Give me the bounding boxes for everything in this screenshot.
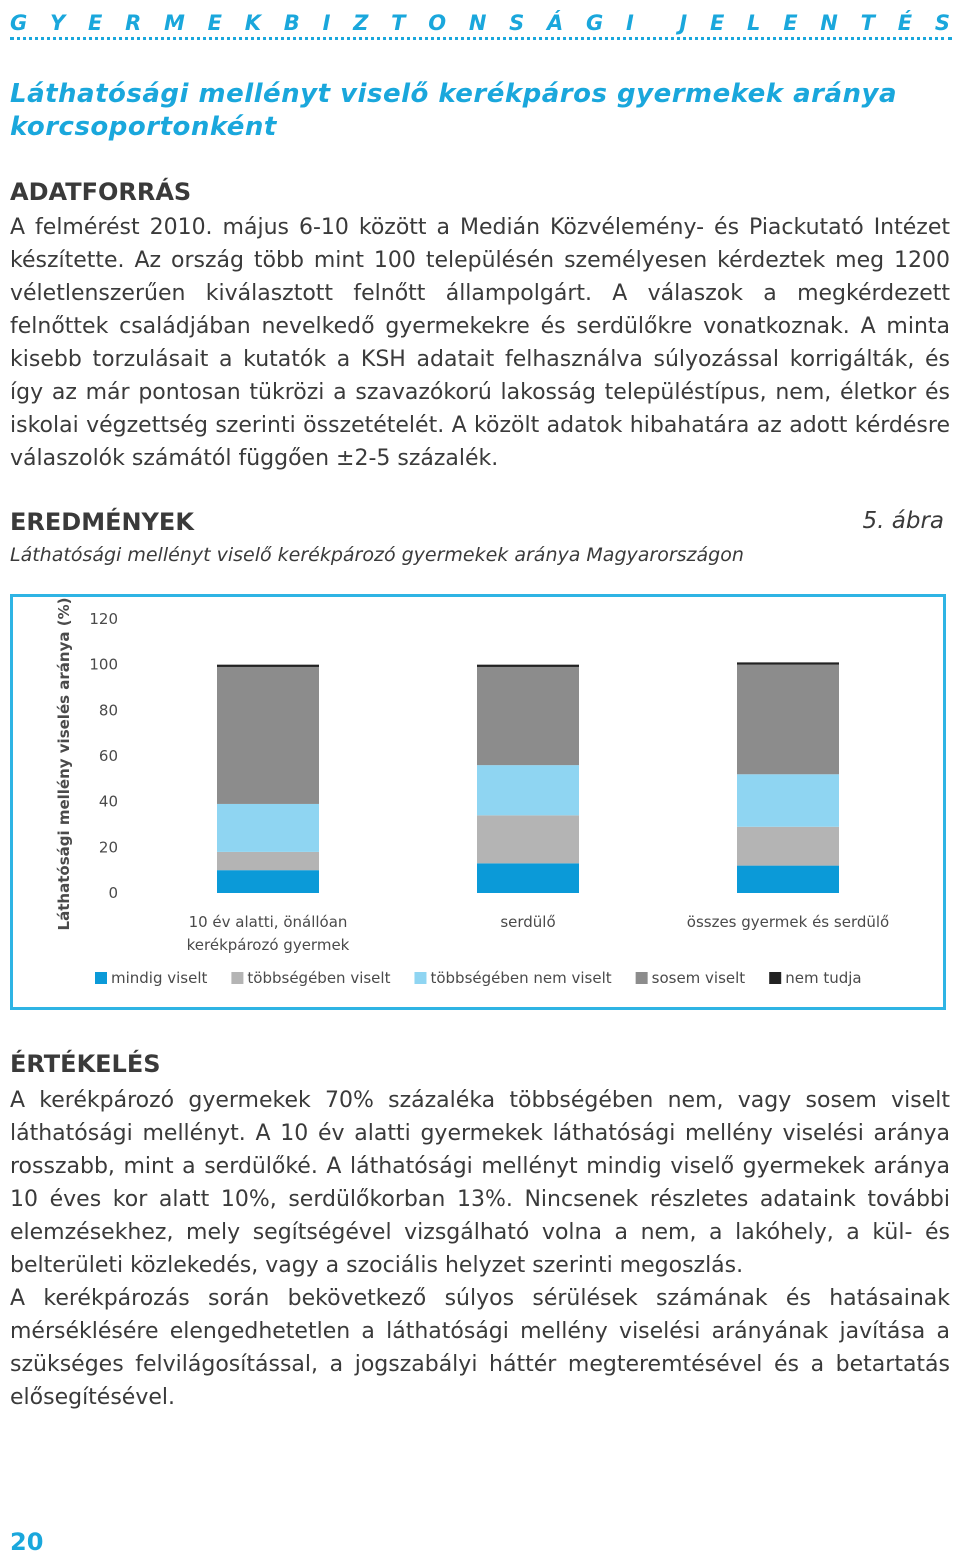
running-header-letter: M: [164, 11, 185, 35]
running-header-letter: T: [860, 11, 875, 35]
running-header-letter: R: [125, 11, 142, 35]
running-header-letter: E: [709, 11, 725, 35]
source-paragraph: A felmérést 2010. május 6-10 között a Medián Közvélemény- és Piackutató Intézet készítette. Az ország több mint 100 településén személyesen kérdeztek meg 1200 véletlenszerűen kiválasztott felnőtt állampolgárt. A válaszok a megkérdezett felnőttek családjában nevelkedő gyermekekre és serdülőkre vonatkoznak. A minta kisebb torzulásait a kutatók a KSH adatait felhasználva súlyozással korrigálták, és így az már pontosan tükrözi a szavazókorú lakosság településtípus, nem, életkor és iskolai végzettség szerinti összetételét. A közölt adatok hibahatára az adott kérdésre válaszolók számától függően ±2-5 százalék.: [10, 215, 950, 471]
running-header-letter: S: [509, 11, 525, 35]
running-header-letter: E: [87, 11, 103, 35]
running-header-letter: O: [428, 11, 447, 35]
evaluation-heading: ÉRTÉKELÉS: [10, 1050, 161, 1078]
x-category-label: összes gyermek és serdülő: [686, 913, 890, 931]
bar-segment-nem-tudja: [217, 665, 319, 667]
page-number: 20: [10, 1528, 44, 1556]
y-tick-label: 0: [108, 884, 118, 902]
running-header-letter: É: [897, 11, 913, 35]
x-category-label: 10 év alatti, önállóan: [188, 913, 348, 931]
figure-number: 5. ábra: [862, 508, 944, 534]
y-axis-label: Láthatósági mellény viselés aránya (%): [55, 597, 73, 931]
legend-swatch: [95, 972, 107, 984]
y-tick-label: 40: [98, 792, 118, 811]
bar-segment-többségében-nem-viselt: [217, 804, 319, 852]
legend-swatch: [414, 972, 426, 984]
running-header-letter: G: [586, 11, 604, 35]
running-header-letter: I: [322, 11, 331, 35]
bar-segment-mindig-viselt: [477, 863, 579, 893]
bar-segment-nem-tudja: [737, 662, 839, 664]
running-header-letter: T: [391, 11, 406, 35]
bar-segment-többségében-nem-viselt: [737, 774, 839, 827]
y-tick-label: 60: [98, 747, 118, 765]
running-header-letter: L: [747, 11, 761, 35]
running-header-letter: B: [283, 11, 300, 35]
legend-swatch: [231, 972, 243, 984]
x-category-label: kerékpározó gyermek: [186, 936, 350, 954]
results-heading: EREDMÉNYEK: [10, 508, 194, 536]
figure-caption: Láthatósági mellényt viselő kerékpározó gyermekek aránya Magyarországon: [10, 544, 744, 566]
running-header-letter: I: [626, 11, 634, 35]
legend-swatch: [769, 972, 781, 984]
running-header-letter: S: [934, 11, 950, 35]
running-header-letter: Z: [353, 11, 369, 35]
legend-swatch: [636, 972, 648, 984]
evaluation-paragraph-1: A kerékpározó gyermekek 70% százaléka többségében nem, vagy sosem viselt láthatósági mellényt. A 10 év alatti gyermekek láthatósági mellény viselési aránya rosszabb, mint a serdülőké. A láthatósági mellényt mindig viselő gyermekek aránya 10 éves kor alatt 10%, serdülőkorban 13%. Nincsenek részletes adataink további elemzésekhez, mely segítségével vizsgálható volna a nem, a lakóhely, a kül- és belterületi közlekedés, vagy a szociális helyzet szerinti megoszlás.: [10, 1088, 950, 1278]
running-header-letter: J: [679, 11, 688, 35]
bar-segment-sosem-viselt: [737, 665, 839, 775]
running-header-letter: N: [820, 11, 838, 35]
bar-segment-sosem-viselt: [217, 667, 319, 804]
legend-label: mindig viselt: [111, 969, 208, 987]
source-text: [10, 211, 950, 475]
evaluation-text: [10, 1084, 950, 1414]
running-header-letter: G: [10, 11, 28, 35]
bar-segment-sosem-viselt: [477, 667, 579, 765]
bar-segment-mindig-viselt: [737, 866, 839, 893]
y-tick-label: 100: [89, 655, 118, 674]
running-header-letter: E: [207, 11, 223, 35]
bar-segment-többségében-viselt: [477, 815, 579, 863]
legend-label: sosem viselt: [651, 969, 746, 987]
bar-segment-többségében-nem-viselt: [477, 765, 579, 815]
source-heading: ADATFORRÁS: [10, 178, 192, 206]
stacked-bar-chart: [13, 597, 943, 1007]
page-title: Láthatósági mellényt viselő kerékpáros gyermekek aránya korcsoportonként: [10, 79, 898, 142]
running-header-letter: Y: [50, 11, 66, 35]
y-tick-label: 120: [89, 610, 118, 628]
running-header-letter: E: [783, 11, 798, 35]
running-header-letter: Á: [547, 11, 564, 35]
bar-segment-többségében-viselt: [737, 827, 839, 866]
running-header-letter: N: [468, 11, 487, 35]
bar-segment-nem-tudja: [477, 665, 579, 667]
bar-segment-mindig-viselt: [217, 870, 319, 893]
running-header: [10, 6, 950, 40]
y-tick-label: 20: [98, 838, 118, 857]
legend-label: nem tudja: [785, 969, 862, 987]
chart-frame: [10, 594, 946, 1010]
legend-label: többségében viselt: [247, 969, 391, 987]
bar-segment-többségében-viselt: [217, 852, 319, 870]
y-tick-label: 80: [98, 701, 118, 720]
legend-label: többségében nem viselt: [430, 969, 612, 987]
evaluation-paragraph-2: A kerékpározás során bekövetkező súlyos sérülések számának és hatásainak mérséklésére elengedhetetlen a láthatósági mellény viselési arányának javítása a szükséges felvilágosítással, a jogszabályi háttér megteremtésével és a betartatás elősegítésével.: [10, 1286, 950, 1410]
x-category-label: serdülő: [500, 913, 556, 931]
running-header-letter: K: [244, 11, 262, 35]
header-divider: [10, 37, 952, 40]
